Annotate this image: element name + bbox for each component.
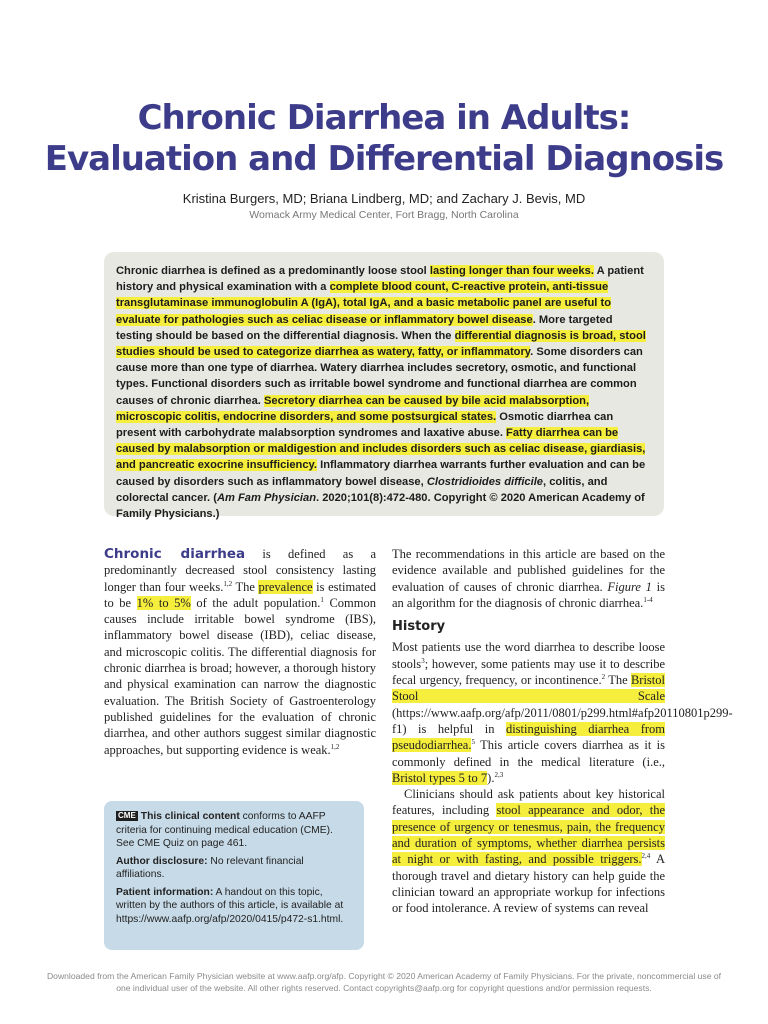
patient-information: Patient information: A handout on this topic, written by the authors of this article, is available at https://www.aafp.org/afp/2020/0415/p472-s1.html. (116, 886, 344, 925)
recommendations-paragraph: The recommendations in this article are based on the evidence available and published guidelines for the evaluation of causes of chronic diarrhea. Figure 1 is an algorithm for the diagnosis of chronic diarrhea.$^{1-4}$ (392, 547, 665, 610)
reference: 5 (471, 738, 475, 747)
highlight: stool appearance and odor, the presence of urgency or tenesmus, pain, the frequency and duration of symptoms, whether diarrhea persists at night or with fasting, and possible triggers. (392, 803, 665, 867)
highlight: prevalence (258, 579, 313, 594)
highlight: Bristol types 5 to 7 (392, 770, 488, 785)
highlight: 1% to 5% (136, 595, 191, 610)
reference: 1-4 (643, 595, 653, 604)
cme-info-box (104, 801, 364, 950)
highlight: lasting longer than four weeks. (429, 265, 594, 277)
reference: 2,3 (494, 770, 504, 779)
left-column (104, 546, 376, 758)
abstract-box (104, 252, 664, 521)
highlight: differential diagnosis is broad, stool studies should be used to categorize diarrhea as watery, fatty, or inflammatory (116, 329, 646, 359)
reference: 2 (601, 672, 606, 681)
intro-paragraph: Chronic diarrhea is defined as a predominantly decreased stool consistency lasting longer than four weeks.$^{1,2}$ The prevalence is estimated to be 1% to 5% of the adult population.$^1$ Common causes include irritable bowel syndrome (IBS), inflammatory bowel disease (IBD), celiac disease, and microscopic colitis. The differential diagnosis for chronic diarrhea is broad; however, a thorough history and physical examination can narrow the diagnostic evaluation. The British Society of Gastroenterology published guidelines for the evaluation of chronic diarrhea, and other authors suggest similar diagnostic approaches, but supporting evidence is weak.$^{1,2}$ (104, 546, 377, 757)
reference: 1,2 (330, 742, 340, 751)
abstract-text: Chronic diarrhea is defined as a predominantly loose stool lasting longer than four weeks. A patient history and physical examination with a complete blood count, C-reactive protein, anti-tissue transglutaminase immunoglobulin A (IgA), total IgA, and a basic metabolic panel are useful to evaluate for pathologies such as celiac disease or inflammatory bowel disease. More targeted testing should be based on the differential diagnosis. When the differential diagnosis is broad, stool studies should be used to categorize diarrhea as watery, fatty, or inflammatory. Some disorders can cause more than one type of diarrhea. Watery diarrhea includes secretory, osmotic, and functional types. Functional disorders such as irritable bowel syndrome and functional diarrhea are common causes of chronic diarrhea. Secretory diarrhea can be caused by bile acid malabsorption, microscopic colitis, endocrine disorders, and some postsurgical states. Osmotic diarrhea can present with carbohydrate malabsorption syndromes and laxative abuse. Fatty diarrhea can be caused by malabsorption or maldigestion and includes disorders such as celiac disease, giardiasis, and pancreatic exocrine insufficiency. Inflammatory diarrhea warrants further evaluation and can be caused by disorders such as inflammatory bowel disease, Clostridioides difficile, colitis, and colorectal cancer. (Am Fam Physician. 2020;101(8):472-480. Copyright © 2020 American Academy of Family Physicians.) (116, 265, 646, 521)
author-disclosure: Author disclosure: No relevant financial affiliations. (116, 855, 304, 880)
highlight: Fatty diarrhea can be caused by malabsorption or maldigestion and includes disorders such as celiac disease, giardiasis, and pancreatic exocrine insufficiency. (116, 427, 646, 472)
highlight: Secretory diarrhea can be caused by bile acid malabsorption, microscopic colitis, endocrine disorders, and some postsurgical states. (116, 394, 590, 423)
cme-statement: CME This clinical content conforms to AAFP criteria for continuing medical education (CME). See CME Quiz on page 461. (116, 811, 333, 849)
highlight: complete blood count, C-reactive protein, anti-tissue transglutaminase immunoglobulin A (IgA), total IgA, and a basic metabolic panel are useful to evaluate for pathologies such as celiac disease or inflammatory bowel disease (116, 281, 611, 326)
reference: 3 (421, 656, 425, 665)
history-paragraph-1: Most patients use the word diarrhea to describe loose stools$^3$; however, some patients may use it to describe fecal urgency, frequency, or incontinence.$^2$ The Bristol Stool Scale (https://www.aafp.org/afp/2011/0801/p299.html#afp20110801p299-f1) is helpful in distinguishing diarrhea from pseudodiarrhea.$^5$ This article covers diarrhea as it is commonly defined in the medical literature (i.e., Bristol types 5 to 7).$^{2,3}$ (392, 640, 733, 785)
highlight: Bristol Stool Scale (392, 673, 665, 704)
lead-term: Chronic diarrhea (104, 546, 246, 562)
section-heading-history: History (392, 619, 446, 635)
article-title (0, 98, 768, 180)
author-list: Kristina Burgers, MD; Briana Lindberg, MD; and Zachary J. Bevis, MD (182, 191, 586, 206)
title-line-1: Chronic Diarrhea in Adults: (137, 98, 631, 138)
title-line-2: Evaluation and Differential Diagnosis (44, 139, 724, 179)
cme-badge: CME (118, 811, 136, 820)
reference: 1 (320, 595, 324, 604)
reference: 2,4 (641, 852, 651, 861)
right-column (392, 546, 733, 917)
highlight: distinguishing diarrhea from pseudodiarrhea. (392, 721, 665, 753)
reference: 1,2 (223, 579, 233, 588)
copyright-footer: Downloaded from the American Family Physician website at www.aafp.org/afp. Copyright © 2020 American Academy of Family Physicians. For the private, noncommercial use of one individual user of the website. All other rights reserved. Contact copyrights@aafp.org for copyright questions and/or permission requests. (46, 971, 722, 993)
affiliation: Womack Army Medical Center, Fort Bragg, North Carolina (249, 209, 519, 221)
history-paragraph-2: Clinicians should ask patients about key historical features, including stool appearance and odor, the presence of urgency or tenesmus, pain, the frequency and duration of symptoms, whether diarrhea persists at night or with fasting, and possible triggers.$^{2,4}$ A thorough travel and dietary history can help guide the clinician toward an appropriate workup for infections or food intolerance. A review of systems can reveal (392, 787, 666, 916)
